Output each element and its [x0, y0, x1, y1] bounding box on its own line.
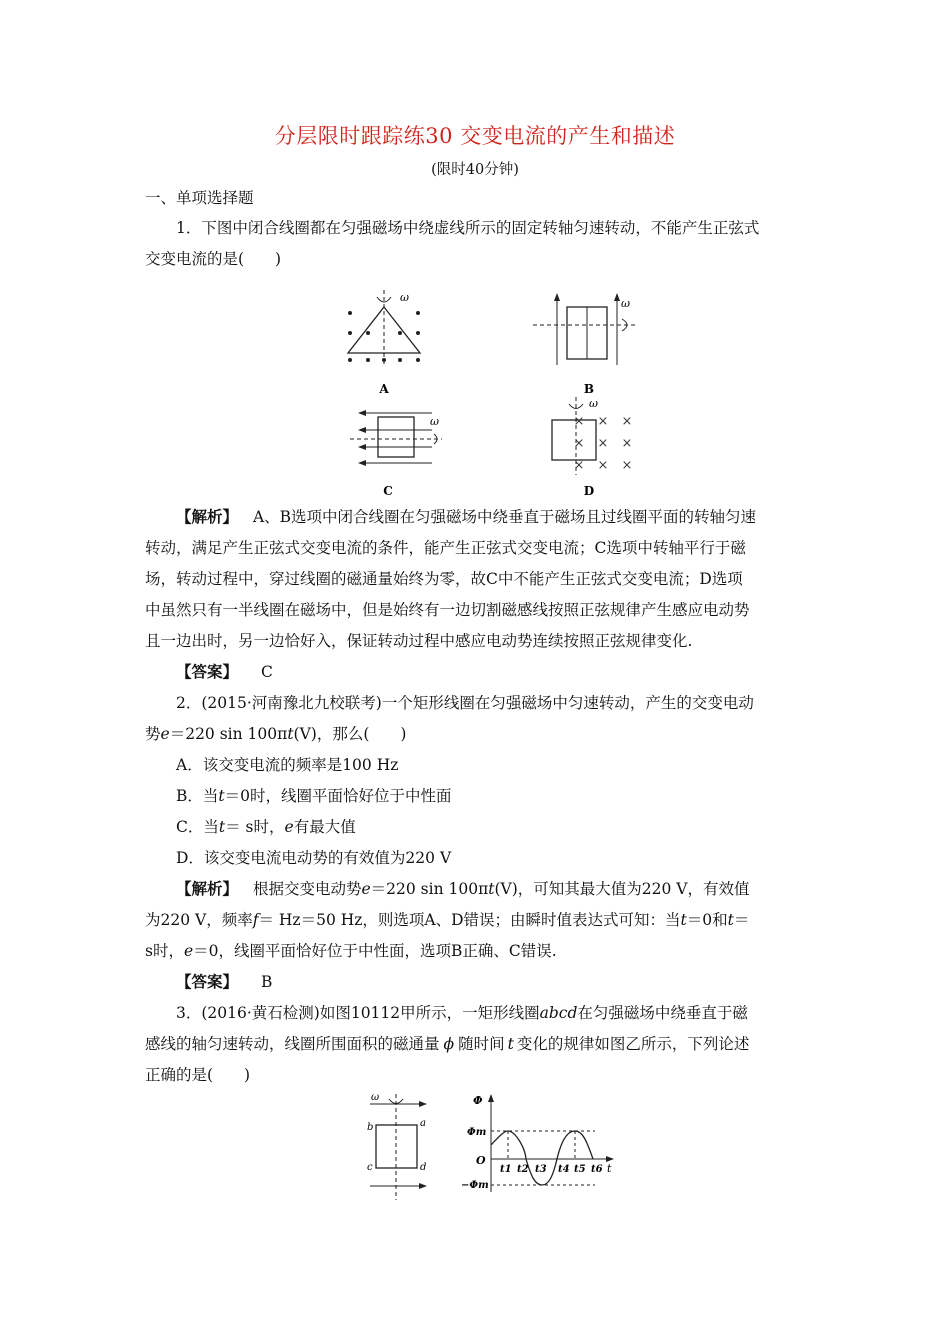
q1-analysis-line2: 转动，满足产生正弦式交变电流的条件，能产生正弦式交变电流；C选项中转轴平行于磁 [145, 539, 746, 557]
section-heading: 一、单项选择题 [145, 189, 254, 207]
figure-c [350, 410, 442, 498]
corner-label-c: c [367, 1162, 373, 1173]
origin-label: O [476, 1154, 486, 1167]
cross-mark: × [621, 414, 633, 429]
phi-min-label: −Φm [461, 1180, 489, 1191]
q3-stem-line1: 3．(2016·黄石检测)如图10112甲所示，一矩形线圈abcd在匀强磁场中绕垂直于磁 [176, 1004, 748, 1022]
q2-analysis-line3: s时，e＝0，线圈平面恰好位于中性面，选项B正确、C错误. [145, 942, 557, 960]
figure-b [533, 293, 635, 396]
cross-mark: × [597, 436, 609, 451]
q3-stem-line3: 正确的是( ) [145, 1066, 251, 1084]
figure-c-label: C [383, 484, 393, 498]
omega-label: ω [589, 397, 598, 410]
cross-mark: × [621, 436, 633, 451]
phi-max-label: Φm [467, 1127, 487, 1138]
corner-label-d: d [420, 1162, 427, 1173]
answer-tag: 【答案】 [176, 972, 239, 991]
q1-answer: 【答案】 C [176, 662, 273, 681]
q2-option-c: C．当t＝ s时，e有最大值 [176, 818, 356, 836]
q2-analysis-line1: 【解析】 根据交变电动势e＝220 sin 100πt(V)，可知其最大值为220 V，有效值 [176, 879, 750, 898]
analysis-tag: 【解析】 [176, 879, 239, 898]
q2-option-a: A．该交变电流的频率是100 Hz [176, 756, 399, 774]
cross-mark: × [573, 436, 585, 451]
figure-b-label: B [583, 382, 595, 396]
tick-t6: t6 [591, 1164, 603, 1175]
q3-figures [355, 1090, 625, 1205]
analysis-tag: 【解析】 [176, 507, 239, 526]
figure-a-label: A [379, 382, 389, 396]
q1-stem-line2: 交变电流的是( ) [145, 250, 282, 268]
q1-figures [330, 285, 660, 500]
figure-yi [461, 1094, 614, 1192]
figure-jia [367, 1092, 427, 1200]
cross-mark: × [597, 458, 609, 473]
q2-stem-line2: 势e＝220 sin 100πt(V)，那么( ) [145, 725, 407, 743]
figure-d-label: D [583, 484, 595, 498]
t-axis-label: t [607, 1162, 612, 1175]
tick-t4: t4 [558, 1164, 570, 1175]
tick-t3: t3 [535, 1164, 547, 1175]
q2-answer: 【答案】 B [176, 972, 273, 991]
omega-label: ω [400, 291, 409, 304]
page-subtitle: (限时40分钟) [431, 162, 519, 178]
q3-stem-line2: 感线的轴匀速转动，线圈所围面积的磁通量 ϕ 随时间 t 变化的规律如图乙所示，下列论述 [145, 1035, 750, 1053]
q1-analysis-line3: 场，转动过程中，穿过线圈的磁通量始终为零，故C中不能产生正弦式交变电流；D选项 [145, 570, 743, 588]
cross-mark: × [573, 458, 585, 473]
tick-t2: t2 [517, 1164, 529, 1175]
omega-label: ω [621, 297, 630, 310]
omega-label: ω [430, 415, 439, 428]
corner-label-a: a [420, 1118, 426, 1129]
omega-label: ω [371, 1092, 380, 1103]
phi-axis-label: Φ [473, 1094, 483, 1107]
q2-option-d: D．该交变电流电动势的有效值为220 V [176, 849, 452, 867]
cross-mark: × [597, 414, 609, 429]
page-title: 分层限时跟踪练30 交变电流的产生和描述 [274, 124, 676, 148]
flux-curve [491, 1131, 593, 1185]
cross-mark: × [573, 414, 585, 429]
corner-label-b: b [367, 1122, 374, 1133]
q2-option-b: B．当t＝0时，线圈平面恰好位于中性面 [176, 787, 452, 805]
tick-t1: t1 [500, 1164, 512, 1175]
figure-d [552, 397, 632, 498]
figure-a [348, 290, 420, 396]
q1-analysis-line4: 中虽然只有一半线圈在磁场中，但是始终有一边切割磁感线按照正弦规律产生感应电动势 [145, 601, 750, 619]
tick-t5: t5 [574, 1164, 586, 1175]
cross-mark: × [621, 458, 633, 473]
q1-stem-line1: 1．下图中闭合线圈都在匀强磁场中绕虚线所示的固定转轴匀速转动，不能产生正弦式 [176, 219, 760, 237]
q1-analysis-line1: 【解析】 A、B选项中闭合线圈在匀强磁场中绕垂直于磁场且过线圈平面的转轴匀速 [176, 507, 757, 526]
q2-stem-line1: 2．(2015·河南豫北九校联考)一个矩形线圈在匀强磁场中匀速转动，产生的交变电动 [176, 694, 754, 712]
answer-tag: 【答案】 [176, 662, 239, 681]
q2-analysis-line2: 为220 V，频率f＝ Hz＝50 Hz，则选项A、D错误；由瞬时值表达式可知：当t＝0和t＝ [145, 911, 750, 929]
q1-analysis-line5: 且一边出时，另一边恰好入，保证转动过程中感应电动势连续按照正弦规律变化. [145, 632, 693, 650]
